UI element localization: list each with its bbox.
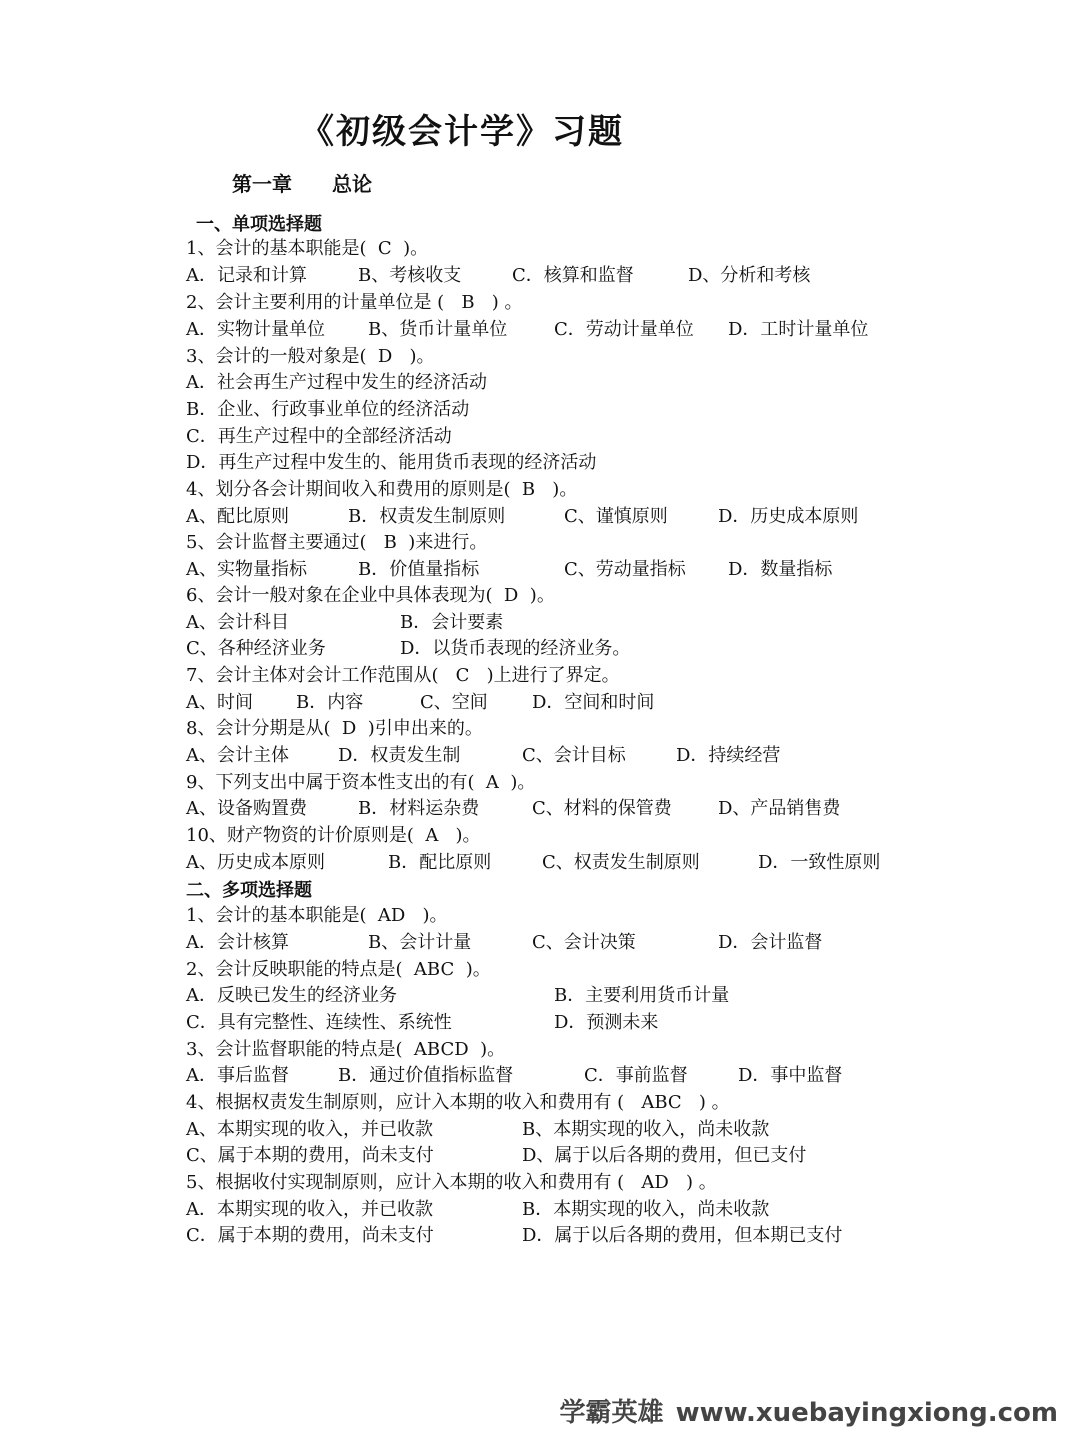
option: A、时间: [186, 692, 253, 713]
option: A、设备购置费: [186, 798, 307, 819]
question: 5、会计监督主要通过( B )来进行。: [186, 532, 488, 553]
option: D．一致性原则: [758, 852, 881, 873]
option: C．属于本期的费用，尚未支付: [186, 1225, 434, 1246]
option-row: [186, 929, 823, 956]
question: 7、会计主体对会计工作范围从( C )上进行了界定。: [186, 665, 620, 686]
option: A、配比原则: [186, 506, 289, 527]
chapter-number: 第一章: [232, 172, 292, 196]
question: 2、会计反映职能的特点是( ABC )。: [186, 959, 491, 980]
option: A、会计科目: [186, 612, 289, 633]
option-row: [186, 1009, 659, 1036]
option-row: [186, 262, 811, 289]
option-row: [186, 742, 781, 769]
option-row: [186, 1196, 770, 1223]
option: C、权责发生制原则: [542, 852, 700, 873]
option: B．通过价值指标监督: [338, 1065, 514, 1086]
option: B、本期实现的收入，尚未收款: [522, 1119, 770, 1140]
option: A．会计核算: [186, 932, 289, 953]
option: C．劳动计量单位: [554, 319, 694, 340]
question: 1、会计的基本职能是( AD )。: [186, 905, 448, 926]
option: D．历史成本原则: [718, 506, 859, 527]
option-row: [186, 316, 869, 343]
option: B．权责发生制原则: [348, 506, 506, 527]
option-row: [186, 503, 859, 530]
option: C、会计决策: [532, 932, 636, 953]
option: B．内容: [296, 692, 364, 713]
option-row: [186, 556, 833, 583]
option: A、会计主体: [186, 745, 289, 766]
option: C．具有完整性、连续性、系统性: [186, 1012, 452, 1033]
option: A．本期实现的收入，并已收款: [186, 1199, 433, 1220]
option: B．材料运杂费: [358, 798, 480, 819]
option: D．持续经营: [676, 745, 781, 766]
option: C、会计目标: [522, 745, 626, 766]
option: D．会计监督: [718, 932, 823, 953]
option: C．事前监督: [584, 1065, 688, 1086]
option: B、会计计量: [368, 932, 472, 953]
option: D．再生产过程中发生的、能用货币表现的经济活动: [186, 452, 597, 473]
option: A．反映已发生的经济业务: [186, 985, 397, 1006]
option: B．本期实现的收入，尚未收款: [522, 1199, 770, 1220]
option: B、考核收支: [358, 265, 462, 286]
footer-brand: 学霸英雄: [559, 1398, 664, 1428]
question: 4、划分各会计期间收入和费用的原则是( B )。: [186, 479, 578, 500]
footer-url: www.xuebayingxiong.com: [675, 1398, 1058, 1428]
option: D．空间和时间: [532, 692, 655, 713]
option: D、分析和考核: [688, 265, 811, 286]
option-row: [186, 795, 841, 822]
watermark-footer: [560, 1392, 1058, 1429]
question: 6、会计一般对象在企业中具体表现为( D )。: [186, 585, 555, 606]
option: C、各种经济业务: [186, 638, 326, 659]
option: A．实物计量单位: [186, 319, 325, 340]
option: D、产品销售费: [718, 798, 841, 819]
option-row: [186, 635, 631, 662]
question: 4、根据权责发生制原则，应计入本期的收入和费用有 ( ABC ) 。: [186, 1092, 730, 1113]
option: B．配比原则: [388, 852, 492, 873]
section-heading-single-choice: 一、单项选择题: [196, 214, 322, 235]
option: D．数量指标: [728, 559, 833, 580]
option: C．核算和监督: [512, 265, 634, 286]
option: D、属于以后各期的费用，但已支付: [522, 1145, 807, 1166]
option: C、空间: [420, 692, 488, 713]
option-row: [186, 849, 881, 876]
option: C、材料的保管费: [532, 798, 672, 819]
option: B．会计要素: [400, 612, 504, 633]
option: B．价值量指标: [358, 559, 480, 580]
option-row: [186, 609, 504, 636]
section-heading-multiple-choice: 二、多项选择题: [186, 880, 312, 901]
option-row: [186, 1222, 843, 1249]
option: B．企业、行政事业单位的经济活动: [186, 399, 470, 420]
question: 2、会计主要利用的计量单位是 ( B ) 。: [186, 292, 523, 313]
question: 9、下列支出中属于资本性支出的有( A )。: [186, 772, 536, 793]
chapter-heading: [232, 168, 372, 197]
option: A．事后监督: [186, 1065, 289, 1086]
question: 3、会计的一般对象是( D )。: [186, 346, 435, 367]
option: C、属于本期的费用，尚未支付: [186, 1145, 434, 1166]
option: C、劳动量指标: [564, 559, 686, 580]
option: A、本期实现的收入，并已收款: [186, 1119, 433, 1140]
question: 10、财产物资的计价原则是( A )。: [186, 825, 481, 846]
option: B、货币计量单位: [368, 319, 508, 340]
question: 8、会计分期是从( D )引申出来的。: [186, 718, 483, 739]
option: C．再生产过程中的全部经济活动: [186, 426, 452, 447]
option: D．权责发生制: [338, 745, 461, 766]
option-row: [186, 1116, 770, 1143]
option: A、历史成本原则: [186, 852, 325, 873]
option: D．工时计量单位: [728, 319, 869, 340]
option-row: [186, 982, 730, 1009]
option-row: [186, 1142, 807, 1169]
option-row: [186, 689, 655, 716]
option: D．预测未来: [554, 1012, 659, 1033]
question: 3、会计监督职能的特点是( ABCD )。: [186, 1039, 506, 1060]
question: 5、根据收付实现制原则，应计入本期的收入和费用有 ( AD ) 。: [186, 1172, 717, 1193]
option: A．记录和计算: [186, 265, 307, 286]
option-row: [186, 1062, 843, 1089]
option: D．以货币表现的经济业务。: [400, 638, 631, 659]
option: B．主要利用货币计量: [554, 985, 730, 1006]
option: D．事中监督: [738, 1065, 843, 1086]
option: C、谨慎原则: [564, 506, 668, 527]
page-title: 《初级会计学》习题: [300, 112, 624, 152]
question: 1、会计的基本职能是( C )。: [186, 238, 429, 259]
option: A．社会再生产过程中发生的经济活动: [186, 372, 487, 393]
chapter-name: 总论: [332, 172, 372, 196]
option: D．属于以后各期的费用，但本期已支付: [522, 1225, 843, 1246]
option: A、实物量指标: [186, 559, 307, 580]
